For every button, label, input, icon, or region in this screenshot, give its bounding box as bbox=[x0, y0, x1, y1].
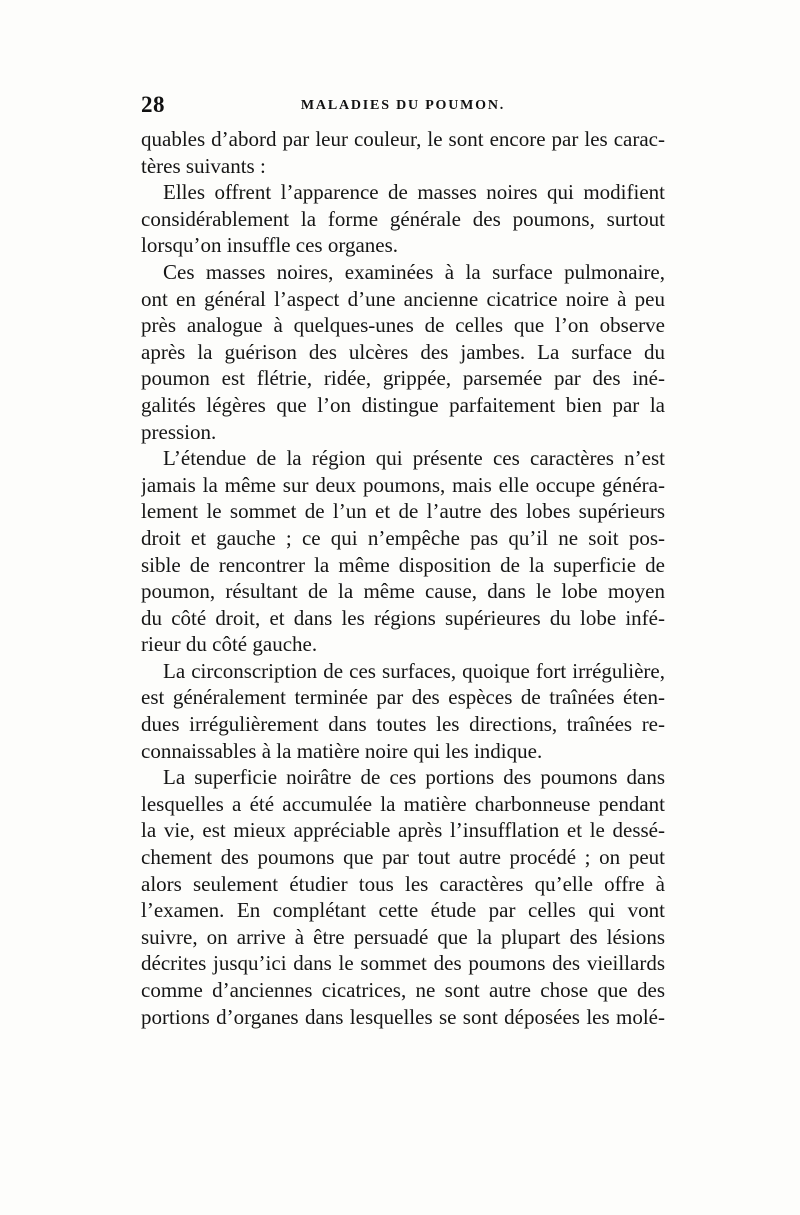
paragraph bbox=[141, 445, 665, 658]
text-line: portions d’organes dans lesquelles se sont déposées les molé- bbox=[141, 1004, 665, 1029]
text-line: galités légères que l’on distingue parfaitement bien par la bbox=[141, 392, 665, 417]
text-line: connaissables à la matière noire qui les indique. bbox=[141, 738, 543, 763]
text-line: est généralement terminée par des espèces de traînées éten- bbox=[141, 685, 665, 710]
page-number: 28 bbox=[141, 92, 165, 117]
text-line: Elles offrent l’apparence de masses noires qui modifient bbox=[163, 180, 665, 205]
text-line: L’étendue de la région qui présente ces caractères n’est bbox=[163, 446, 665, 471]
text-line: après la guérison des ulcères des jambes. La surface du bbox=[141, 339, 665, 364]
paragraph bbox=[141, 259, 665, 445]
text-line: droit et gauche ; ce qui n’empêche pas qu’il ne soit pos- bbox=[141, 525, 665, 550]
text-line: sible de rencontrer la même disposition de la superficie de bbox=[141, 552, 665, 577]
text-line: chement des poumons que par tout autre procédé ; on peut bbox=[141, 845, 665, 870]
text-line: suivre, on arrive à être persuadé que la plupart des lésions bbox=[141, 924, 665, 949]
text-line: du côté droit, et dans les régions supérieures du lobe infé- bbox=[141, 605, 665, 630]
paragraph bbox=[141, 179, 665, 259]
text-line: poumon, résultant de la même cause, dans le lobe moyen bbox=[141, 579, 665, 604]
text-line: l’examen. En complétant cette étude par celles qui vont bbox=[141, 898, 665, 923]
text-line: pression. bbox=[141, 419, 217, 444]
text-line: La circonscription de ces surfaces, quoique fort irrégulière, bbox=[163, 658, 665, 683]
text-line: quables d’abord par leur couleur, le sont encore par les carac- bbox=[141, 127, 665, 151]
text-line: poumon est flétrie, ridée, grippée, parsemée par des iné- bbox=[141, 366, 665, 391]
running-head bbox=[141, 92, 665, 126]
running-title: MALADIES DU POUMON. bbox=[300, 98, 506, 113]
text-line: près analogue à quelques-unes de celles que l’on observe bbox=[141, 313, 665, 338]
text-line: la vie, est mieux appréciable après l’insufflation et le dessé- bbox=[141, 818, 665, 843]
text-line: rieur du côté gauche. bbox=[141, 632, 318, 657]
text-line: ont en général l’aspect d’une ancienne cicatrice noire à peu bbox=[141, 286, 665, 311]
paragraph bbox=[141, 658, 665, 764]
body-text bbox=[141, 126, 665, 1030]
text-line: décrites jusqu’ici dans le sommet des poumons des vieillards bbox=[141, 951, 665, 976]
text-line: La superficie noirâtre de ces portions des poumons dans bbox=[163, 765, 665, 790]
paragraph bbox=[141, 764, 665, 1030]
text-line: Ces masses noires, examinées à la surface pulmonaire, bbox=[163, 259, 665, 284]
text-line: lorsqu’on insuffle ces organes. bbox=[141, 233, 399, 258]
text-line: tères suivants : bbox=[141, 153, 266, 178]
text-line: lement le sommet de l’un et de l’autre des lobes supérieurs bbox=[141, 499, 665, 524]
paragraph bbox=[141, 126, 665, 179]
text-line: alors seulement étudier tous les caractères qu’elle offre à bbox=[141, 871, 665, 896]
text-line: dues irrégulièrement dans toutes les directions, traînées re- bbox=[141, 712, 665, 737]
text-line: comme d’anciennes cicatrices, ne sont autre chose que des bbox=[141, 978, 665, 1002]
text-line: considérablement la forme générale des poumons, surtout bbox=[141, 206, 665, 231]
text-line: lesquelles a été accumulée la matière charbonneuse pendant bbox=[141, 791, 665, 816]
text-line: jamais la même sur deux poumons, mais elle occupe généra- bbox=[141, 472, 665, 497]
